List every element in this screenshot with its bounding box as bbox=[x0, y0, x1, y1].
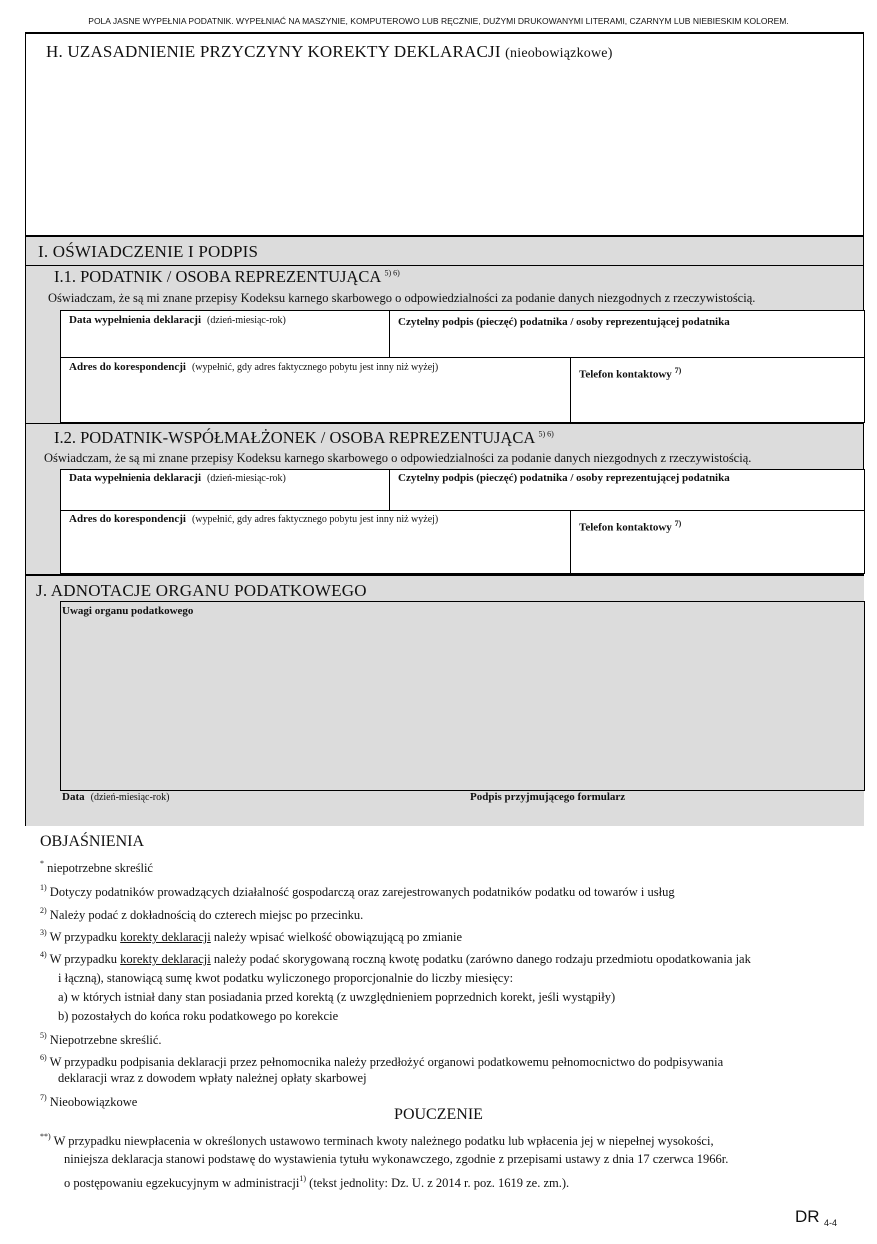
explanation-6-mark: 6) bbox=[40, 1053, 47, 1062]
section-i2-declaration: Oświadczam, że są mi znane przepisy Kodeksu karnego skarbowego o odpowiedzialności za podanie danych niezgodnych z rzeczywistością. bbox=[44, 451, 752, 465]
section-i1-title bbox=[54, 267, 400, 287]
section-h-input[interactable] bbox=[26, 64, 863, 235]
i2-date-hint: (dzień-miesiąc-rok) bbox=[207, 473, 286, 484]
section-j-signature-label: Podpis przyjmującego formularz bbox=[470, 791, 626, 803]
i2-address-label-text: Adres do korespondencji bbox=[69, 513, 186, 525]
explanation-4-post: należy podać skorygowaną roczną kwotę podatku (zarówno danego rodzaju przedmiotu opodatkowania jak bbox=[210, 952, 751, 966]
i1-phone-label bbox=[579, 366, 681, 381]
i1-phone-note: 7) bbox=[674, 366, 682, 375]
section-i1-title-text: I.1. PODATNIK / OSOBA REPREZENTUJĄCA bbox=[54, 267, 381, 286]
i1-address-field[interactable] bbox=[60, 357, 571, 423]
explanation-4-line2: i łączną), stanowiącą sumę kwot podatku wyliczonego proporcjonalnie do liczby miesięcy: bbox=[58, 971, 514, 985]
instruction-line1 bbox=[40, 1130, 714, 1148]
i1-phone-field[interactable] bbox=[570, 357, 865, 423]
explanation-3-pre: W przypadku bbox=[49, 930, 121, 944]
explanation-5-text: Niepotrzebne skreślić. bbox=[49, 1033, 162, 1047]
explanation-3-post: należy wpisać wielkość obowiązującą po zmianie bbox=[210, 930, 463, 944]
instruction-line3-post: (tekst jednolity: Dz. U. z 2014 r. poz. 1619 ze. zm.). bbox=[306, 1176, 570, 1190]
section-j-date-hint: (dzień-miesiąc-rok) bbox=[90, 792, 170, 803]
instruction-mark: **) bbox=[40, 1132, 51, 1141]
section-i1-notes: 5) 6) bbox=[384, 268, 400, 278]
explanation-7-mark: 7) bbox=[40, 1093, 47, 1102]
i1-phone-label-text: Telefon kontaktowy bbox=[579, 368, 672, 381]
section-i2-title-text: I.2. PODATNIK-WSPÓŁMAŁŻONEK / OSOBA REPREZENTUJĄCA bbox=[54, 428, 535, 447]
explanation-5 bbox=[40, 1029, 162, 1047]
i1-date-label-text: Data wypełnienia deklaracji bbox=[69, 314, 201, 326]
i2-address-label bbox=[69, 513, 438, 525]
explanation-4-line4: b) pozostałych do końca roku podatkowego po korekcie bbox=[58, 1009, 339, 1023]
i2-address-field[interactable] bbox=[60, 510, 571, 574]
explanation-5-mark: 5) bbox=[40, 1031, 47, 1040]
footer-code: DR bbox=[795, 1207, 820, 1226]
section-j bbox=[25, 576, 864, 826]
i2-address-hint: (wypełnić, gdy adres faktycznego pobytu jest inny niż wyżej) bbox=[191, 514, 439, 525]
i2-date-label-text: Data wypełnienia deklaracji bbox=[69, 472, 201, 484]
i2-date-label bbox=[69, 472, 286, 484]
header-note: POLA JASNE WYPEŁNIA PODATNIK. WYPEŁNIAĆ NA MASZYNIE, KOMPUTEROWO LUB RĘCZNIE, DUŻYMI DRUKOWANYMI LITERAMI, CZARNYM LUB NIEBIESKIM KOLOREM. bbox=[88, 16, 789, 26]
instruction-line3 bbox=[64, 1172, 569, 1190]
explanation-star bbox=[40, 857, 153, 875]
i1-date-field[interactable] bbox=[60, 310, 390, 358]
i2-date-field[interactable] bbox=[60, 469, 390, 511]
instruction-line3-pre: o postępowaniu egzekucyjnym w administracji bbox=[64, 1176, 300, 1190]
section-h-title bbox=[46, 42, 613, 62]
explanation-3-link: korekty deklaracji bbox=[120, 930, 211, 944]
explanation-4-line3: a) w których istniał dany stan posiadania przed korektą (z uwzględnieniem poprzednich korekt, jeśli wystąpiły) bbox=[58, 990, 616, 1004]
explanation-2-text: Należy podać z dokładnością do czterech miejsc po przecinku. bbox=[49, 908, 364, 922]
i2-phone-label bbox=[579, 519, 681, 534]
explanations-title: OBJAŚNIENIA bbox=[40, 833, 144, 850]
i1-signature-field[interactable] bbox=[389, 310, 865, 358]
i2-phone-note: 7) bbox=[674, 519, 682, 528]
section-h-title-text: H. UZASADNIENIE PRZYCZYNY KOREKTY DEKLARACJI bbox=[46, 42, 501, 61]
explanation-1-mark: 1) bbox=[40, 883, 47, 892]
explanation-7-text: Nieobowiązkowe bbox=[49, 1095, 138, 1109]
explanation-4-mark: 4) bbox=[40, 950, 47, 959]
section-i bbox=[25, 237, 864, 576]
section-i2-notes: 5) 6) bbox=[538, 429, 554, 439]
i1-date-label bbox=[69, 314, 286, 326]
section-j-remarks-label: Uwagi organu podatkowego bbox=[62, 605, 194, 617]
explanation-3 bbox=[40, 926, 462, 944]
section-j-title: J. ADNOTACJE ORGANU PODATKOWEGO bbox=[36, 581, 367, 600]
section-i2-title bbox=[54, 428, 554, 448]
i2-phone-field[interactable] bbox=[570, 510, 865, 574]
explanation-1 bbox=[40, 881, 675, 899]
explanation-1-text: Dotyczy podatników prowadzących działalność gospodarczą oraz zarejestrowanych podatników podatku od towarów i usług bbox=[49, 885, 675, 899]
section-h-optional: (nieobowiązkowe) bbox=[505, 46, 613, 61]
explanation-star-mark: * bbox=[40, 859, 44, 868]
i1-date-hint: (dzień-miesiąc-rok) bbox=[207, 315, 286, 326]
footer-page: 4-4 bbox=[824, 1218, 838, 1228]
explanation-2-mark: 2) bbox=[40, 906, 47, 915]
i1-address-label-text: Adres do korespondencji bbox=[69, 361, 186, 373]
i2-signature-label: Czytelny podpis (pieczęć) podatnika / osoby reprezentującej podatnika bbox=[398, 472, 730, 484]
explanation-6-text: W przypadku podpisania deklaracji przez pełnomocnika należy przedłożyć organowi podatkowemu pełnomocnictwo do podpisywania bbox=[49, 1055, 724, 1069]
section-j-remarks-box bbox=[60, 601, 865, 791]
section-j-date-label-text: Data bbox=[62, 791, 85, 803]
explanation-4-pre: W przypadku bbox=[49, 952, 121, 966]
section-i-title: I. OŚWIADCZENIE I PODPIS bbox=[38, 242, 259, 261]
explanation-4 bbox=[40, 948, 751, 966]
explanation-2 bbox=[40, 904, 363, 922]
explanation-6-line2: deklaracji wraz z dowodem wpłaty należnej opłaty skarbowej bbox=[58, 1071, 367, 1085]
instruction-line3-mark: 1) bbox=[299, 1174, 307, 1183]
footer-form-code bbox=[795, 1207, 837, 1228]
explanation-6 bbox=[40, 1051, 723, 1069]
section-i1-declaration: Oświadczam, że są mi znane przepisy Kodeksu karnego skarbowego o odpowiedzialności za podanie danych niezgodnych z rzeczywistością. bbox=[48, 291, 756, 305]
i1-address-hint: (wypełnić, gdy adres faktycznego pobytu jest inny niż wyżej) bbox=[191, 362, 439, 373]
explanation-3-mark: 3) bbox=[40, 928, 47, 937]
section-i2-divider bbox=[26, 423, 863, 424]
i2-phone-label-text: Telefon kontaktowy bbox=[579, 521, 672, 534]
section-h bbox=[25, 32, 864, 237]
instruction-line2: niniejsza deklaracja stanowi podstawę do wystawienia tytułu wykonawczego, zgodnie z przepisami ustawy z dnia 17 czerwca 1966r. bbox=[64, 1152, 729, 1166]
i1-address-label bbox=[69, 361, 438, 373]
explanation-4-link: korekty deklaracji bbox=[120, 952, 211, 966]
explanation-star-text: niepotrzebne skreślić bbox=[47, 861, 153, 875]
i1-signature-label: Czytelny podpis (pieczęć) podatnika / osoby reprezentującej podatnika bbox=[398, 316, 730, 328]
instruction-title: POUCZENIE bbox=[394, 1106, 483, 1123]
i2-signature-field[interactable] bbox=[389, 469, 865, 511]
section-j-date-label bbox=[62, 791, 169, 803]
section-i1-divider bbox=[26, 265, 863, 266]
instruction-line1-text: W przypadku niewpłacenia w określonych ustawowo terminach kwoty należnego podatku lub wpłacenia jej w niepełnej wysokości, bbox=[53, 1134, 714, 1148]
